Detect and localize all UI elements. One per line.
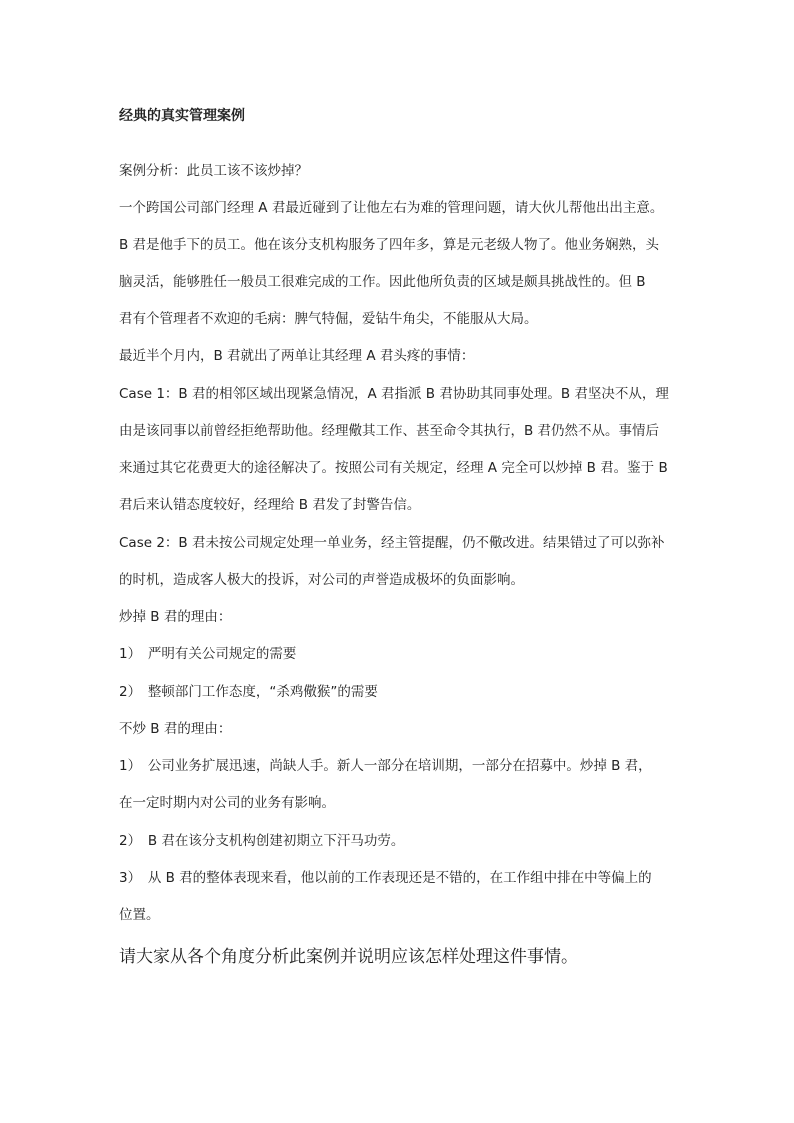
paragraph-line: 由是该同事以前曾经拒绝帮助他。经理儆其工作、甚至命令其执行，B 君仍然不从。事情后 <box>119 423 660 439</box>
paragraph-line: 不炒 B 君的理由： <box>119 721 232 737</box>
paragraph-line: 来通过其它花费更大的途径解决了。按照公司有关规定，经理 A 完全可以炒掉 B 君。鉴于 B <box>119 460 668 476</box>
list-item: 2） B 君在该分支机构创建初期立下汗马功劳。 <box>119 833 405 849</box>
paragraph-line: Case 1：B 君的相邻区域出现紧急情况，A 君指派 B 君协助其同事处理。B 君坚决不从，理 <box>119 386 669 402</box>
paragraph-line: 位置。 <box>119 907 160 923</box>
closing-question: 请大家从各个角度分析此案例并说明应该怎样处理这件事情。 <box>119 947 578 967</box>
paragraph-line: B 君是他手下的员工。他在该分支机构服务了四年多，算是元老级人物了。他业务娴熟，头 <box>119 237 660 253</box>
list-item: 2） 整顿部门工作态度，“杀鸡儆猴”的需要 <box>119 684 378 700</box>
document-title: 经典的真实管理案例 <box>119 108 245 124</box>
paragraph-line: 炒掉 B 君的理由： <box>119 609 232 625</box>
paragraph-line: 脑灵活，能够胜任一般员工很难完成的工作。因此他所负责的区域是颇具挑战性的。但 B <box>119 274 646 290</box>
paragraph-line: 君后来认错态度较好，经理给 B 君发了封警告信。 <box>119 497 421 513</box>
paragraph-line: 君有个管理者不欢迎的毛病：脾气特倔，爱钻牛角尖，不能服从大局。 <box>119 311 538 327</box>
list-item: 3） 从 B 君的整体表现来看，他以前的工作表现还是不错的，在工作组中排在中等偏上的 <box>119 870 652 886</box>
list-item: 1） 公司业务扩展迅速，尚缺人手。新人一部分在培训期，一部分在招募中。炒掉 B 君， <box>119 758 652 774</box>
paragraph-line: Case 2：B 君未按公司规定处理一单业务，经主管提醒，仍不儆改进。结果错过了可以弥补 <box>119 535 665 551</box>
list-item: 1） 严明有关公司规定的需要 <box>119 646 297 662</box>
paragraph-line: 的时机，造成客人极大的投诉，对公司的声誉造成极坏的负面影响。 <box>119 572 524 588</box>
paragraph-line: 案例分析：此员工该不该炒掉？ <box>119 163 308 179</box>
paragraph-line: 最近半个月内，B 君就出了两单让其经理 A 君头疼的事情： <box>119 348 475 364</box>
paragraph-line: 在一定时期内对公司的业务有影响。 <box>119 795 335 811</box>
paragraph-line: 一个跨国公司部门经理 A 君最近碰到了让他左右为难的管理问题，请大伙儿帮他出出主意。 <box>119 200 664 216</box>
